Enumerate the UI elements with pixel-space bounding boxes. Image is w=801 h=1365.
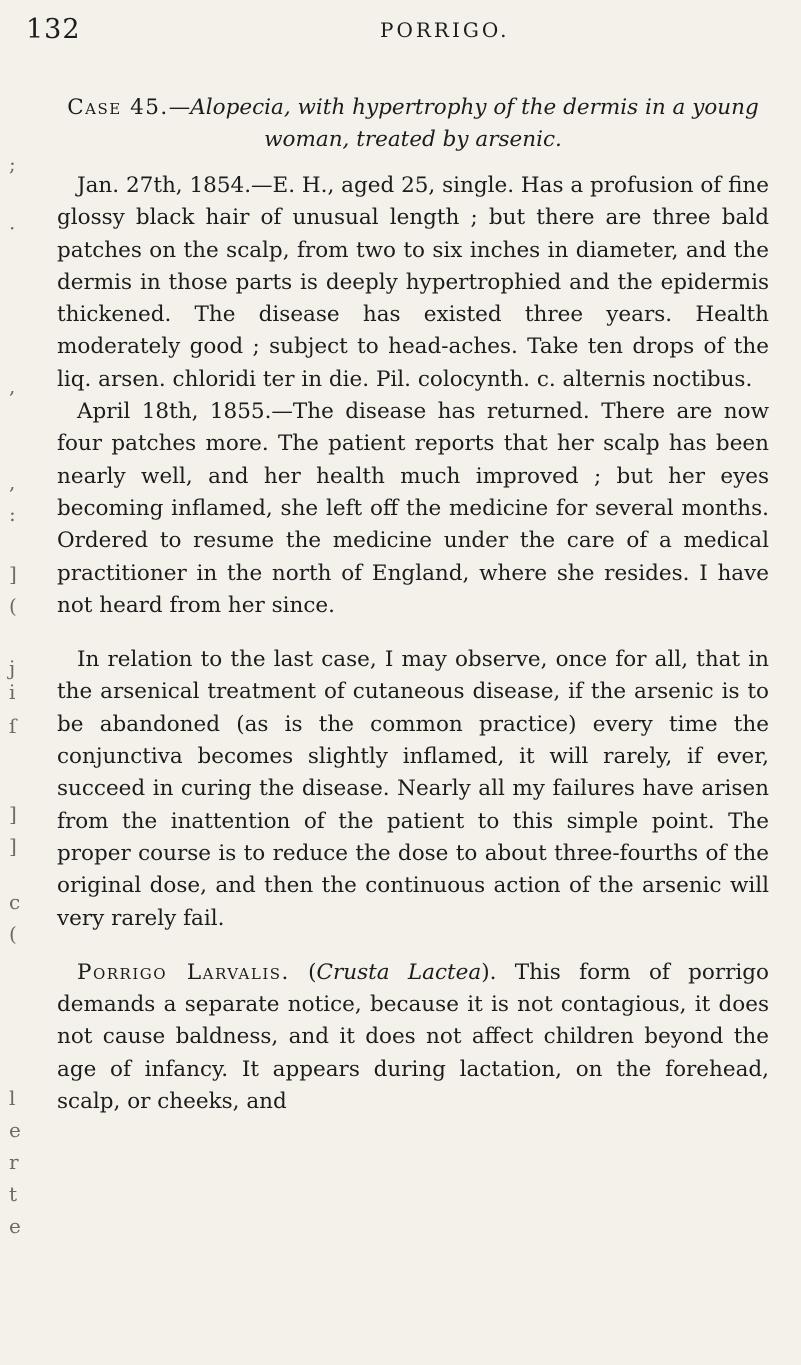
margin-mark: ; [9, 152, 16, 176]
case-title: Alopecia, with hypertrophy of the dermis in a young woman, treated by arsenic. [190, 95, 759, 152]
section-body: This form of porrigo demands a separate notice, because it is not contagious, it does not cause baldness, and it does not affect children beyond the age of infancy. It appears during lactation, on the forehead, scalp, or cheeks, and [57, 959, 769, 1115]
margin-mark: r [9, 1150, 19, 1174]
case-label: Case 45. [67, 95, 169, 120]
paren-open: ( [308, 959, 317, 985]
margin-mark: , [9, 470, 16, 494]
section-heading: Porrigo Larvalis. [77, 959, 290, 985]
margin-mark: t [9, 1182, 18, 1206]
margin-mark: c [9, 890, 21, 914]
case-dash: — [168, 95, 191, 120]
margin-mark: ſ [9, 714, 17, 738]
case-heading [57, 92, 769, 156]
page-number: 132 [26, 14, 81, 45]
paren-close: ). [481, 959, 497, 985]
margin-mark: ( [9, 594, 17, 618]
margin-mark: ] [9, 834, 17, 858]
case-followup-paragraph: April 18th, 1855.—The disease has returned. There are now four patches more. The patient reports that her scalp has been nearly well, and her health much improved ; but her eyes becoming inflamed, she left off the medicine for several months. Ordered to resume the medicine under the care of a medical practitioner in the north of England, where she resides. I have not heard from her since. [57, 399, 769, 618]
margin-mark: · [9, 216, 16, 240]
section-subtitle: Crusta Lactea [316, 959, 482, 985]
margin-mark: e [9, 1214, 21, 1238]
margin-mark: ( [9, 922, 17, 946]
page-header [26, 14, 775, 54]
page-body [57, 92, 769, 1118]
case-entry-paragraph: Jan. 27th, 1854.—E. H., aged 25, single. Has a profusion of fine glossy black hair of unusual length ; but there are three bald patches on the scalp, from two to six inches in diameter, and the dermis in those parts is deeply hypertrophied and the epidermis thickened. The disease has existed three years. Health moderately good ; subject to head-aches. Take ten drops of the liq. arsen. chloridi ter in die. Pil. colocynth. c. alternis noctibus. [57, 173, 769, 392]
margin-mark: ] [9, 802, 17, 826]
margin-mark: : [9, 502, 16, 526]
section-paragraph [57, 957, 769, 1118]
margin-mark: , [9, 374, 16, 398]
binding-margin-marks [0, 0, 30, 1365]
running-head: PORRIGO. [380, 18, 510, 42]
margin-mark: l [9, 1086, 16, 1110]
margin-mark: j [9, 656, 16, 680]
margin-mark: ] [9, 562, 17, 586]
margin-mark: e [9, 1118, 21, 1142]
margin-mark: i [9, 680, 16, 704]
commentary-paragraph: In relation to the last case, I may observe, once for all, that in the arsenical treatment of cutaneous disease, if the arsenic is to be abandoned (as is the common practice) every time the conjunctiva becomes slightly inflamed, it will rarely, if ever, succeed in curing the disease. Nearly all my failures have arisen from the inattention of the patient to this simple point. The proper course is to reduce the dose to about three-fourths of the original dose, and then the continuous action of the arsenic will very rarely fail. [57, 647, 769, 931]
